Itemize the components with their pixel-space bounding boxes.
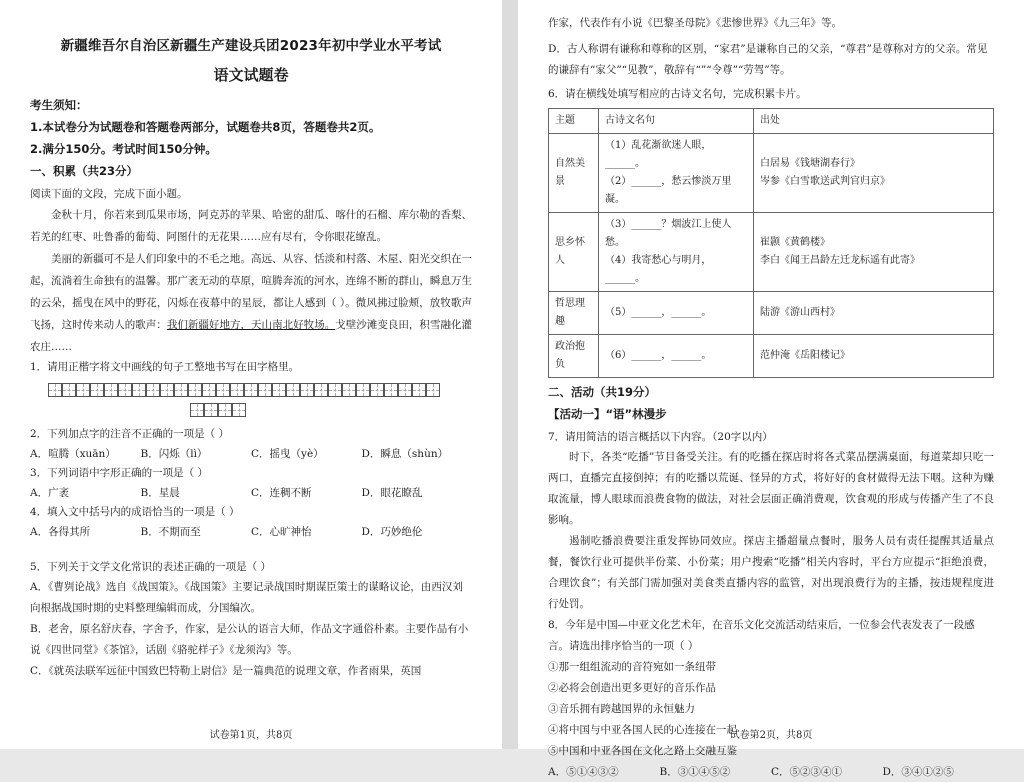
- writing-grid-cell[interactable]: [146, 383, 160, 397]
- table-theme: 思乡怀人: [549, 213, 599, 292]
- writing-grid-cell[interactable]: [272, 383, 286, 397]
- option-b[interactable]: B．星晨: [140, 487, 180, 499]
- writing-grid-cell[interactable]: [244, 383, 258, 397]
- writing-grid-cell[interactable]: [118, 383, 132, 397]
- writing-grid-cell[interactable]: [398, 383, 412, 397]
- activity-1-heading: 【活动一】“语”林漫步: [548, 407, 667, 421]
- question-8: 8．今年是中国—中亚文化艺术年，在音乐文化交流活动结束后，一位参会代表发表了一段感言。请选出排序恰当的一项（ ）: [548, 619, 975, 652]
- q8-item-5: ⑤中国和中亚各国在文化之路上交融互鉴: [548, 745, 737, 757]
- reading-intro: 阅读下面的文段，完成下面小题。: [30, 188, 188, 200]
- q8-item-3: ③音乐拥有跨越国界的永恒魅力: [548, 703, 695, 715]
- writing-grid-cell[interactable]: [218, 403, 232, 417]
- table-row: [549, 134, 994, 213]
- option-a[interactable]: A．广袤: [30, 487, 70, 499]
- option-d[interactable]: D．瞬息（shùn）: [361, 448, 449, 460]
- writing-grid-cell[interactable]: [300, 383, 314, 397]
- q7-paragraph-1: 时下，各类“吃播”节目备受关注。有的吃播在探店时将各式菜品摆满桌面，每道菜却只吃一两口，直播完直接倒掉；有的吃播以荒诞、怪异的方式，将好好的食材做得无法下咽。这种为赚取流量，博人眼球而浪费食物的做法，对社会层面正确消费观，饮食观的形成与传播产生了不良影响。: [548, 451, 994, 526]
- writing-grid-cell[interactable]: [356, 383, 370, 397]
- writing-grid-cell[interactable]: [230, 383, 244, 397]
- passage-paragraph-1: 金秋十月，你若来到瓜果市场，阿克苏的苹果、哈密的甜瓜、喀什的石榴、库尔勒的香梨、若羌的红枣、吐鲁番的葡萄、阿图什的无花果……应有尽有，令你眼花缭乱。: [30, 209, 472, 243]
- question-5-option-c[interactable]: C．《就英法联军远征中国致巴特勒上尉信》是一篇典范的说理文章，作者雨果，英国: [30, 665, 422, 677]
- option-d[interactable]: D．③④①②⑤: [882, 766, 954, 778]
- q8-item-1: ①那一组组流动的音符宛如一条纽带: [548, 661, 716, 673]
- underlined-sentence: 我们新疆好地方，天山南北好牧场。: [166, 319, 336, 331]
- option-b[interactable]: B．③①④⑤②: [659, 766, 731, 778]
- option-a[interactable]: A．⑤①④③②: [548, 766, 619, 778]
- table-lines[interactable]: （6）______，______。: [599, 335, 754, 378]
- table-theme: 自然美景: [549, 134, 599, 213]
- writing-grid-cell[interactable]: [216, 383, 230, 397]
- writing-grid-cell[interactable]: [160, 383, 174, 397]
- writing-grid-cell[interactable]: [286, 383, 300, 397]
- section-heading-1: 一、积累（共23分）: [30, 164, 139, 178]
- q8-item-4: ④将中国与中亚各国人民的心连接在一起: [548, 724, 737, 736]
- question-5: 5．下列关于文学文化常识的表述正确的一项是（ ）: [30, 561, 272, 573]
- question-3-options: [30, 483, 472, 503]
- question-2: 2．下列加点字的注音不正确的一项是（ ）: [30, 428, 230, 440]
- question-5-option-b[interactable]: B．老舍，原名舒庆春，字舍予，作家，是公认的语言大师，作品文字通俗朴素。主要作品有小说《四世同堂》《茶馆》，话剧《骆驼样子》《龙须沟》等。: [30, 623, 469, 656]
- writing-grid-cell[interactable]: [258, 383, 272, 397]
- exam-subtitle: 语文试题卷: [213, 66, 289, 84]
- writing-grid-cell[interactable]: [104, 383, 118, 397]
- writing-grid-cell[interactable]: [342, 383, 356, 397]
- question-5-option-c-cont: 作家，代表作有小说《巴黎圣母院》《悲惨世界》《九三年》等。: [548, 17, 842, 29]
- q8-item-2: ②必将会创造出更多更好的音乐作品: [548, 682, 716, 694]
- q7-paragraph-2: 遏制吃播浪费要注重发挥协同效应。探店主播超量点餐时，服务人员有责任提醒其适量点餐，餐饮行业可提供半份菜、小份菜；用户搜索“吃播”相关内容时，平台方应提示“拒绝浪费，合理饮食”；有关部门需加强对美食类直播内容的监管，对出现浪费行为的主播，按违规程度进行处罚。: [548, 535, 994, 610]
- writing-grid-cell[interactable]: [204, 403, 218, 417]
- question-6: 6．请在横线处填写相应的古诗文名句，完成积累卡片。: [548, 88, 807, 100]
- table-header: 主题: [549, 109, 599, 134]
- poetry-table: [548, 108, 994, 378]
- option-d[interactable]: D．巧妙绝伦: [361, 526, 423, 538]
- table-header: 出处: [754, 109, 994, 134]
- writing-grid-cell[interactable]: [62, 383, 76, 397]
- table-row: [549, 213, 994, 292]
- exam-page-2: [518, 0, 1024, 778]
- writing-grid-cell[interactable]: [370, 383, 384, 397]
- question-8-options: [548, 762, 994, 782]
- table-theme: 哲思理趣: [549, 292, 599, 335]
- table-lines[interactable]: （5）______，______。: [599, 292, 754, 335]
- writing-grid-cell[interactable]: [426, 383, 440, 397]
- question-3: 3．下列词语中字形正确的一项是（ ）: [30, 467, 209, 479]
- table-row: [549, 335, 994, 378]
- page-footer: 试卷第1页，共8页: [209, 730, 293, 741]
- exam-title: 新疆维吾尔自治区新疆生产建设兵团2023年初中学业水平考试: [60, 38, 442, 54]
- option-a[interactable]: A．喧腾（xuān）: [30, 448, 116, 460]
- writing-grid-cell[interactable]: [328, 383, 342, 397]
- writing-grid-cell[interactable]: [202, 383, 216, 397]
- table-sources: 陆游《游山西村》: [754, 292, 994, 335]
- notice-heading: 考生须知：: [30, 98, 88, 112]
- option-b[interactable]: B．不期而至: [140, 526, 201, 538]
- table-header-row: [549, 109, 994, 134]
- table-sources: 白居易《钱塘湖春行》 岑参《白雪歌送武判官归京》: [754, 134, 994, 213]
- option-d[interactable]: D．眼花瞭乱: [361, 487, 423, 499]
- passage-paragraph-2: 美丽的新疆可不是人们印象中的不毛之地。高远、从容、恬淡和村落、木屋、阳光交织在一起，流淌着生命独有的温馨。那广袤无动的草原，喧腾奔流的河水，连绵不断的群山，瞬息万生的云朵，摇曳在风中的野花，闪烁在夜幕中的星辰，都让人感到（ ）。微风拂过脸颊，放牧歌声飞扬，这时传来动人的歌声：我们新疆好地方，天山南北好牧场。戈壁沙滩变良田，积雪融化灌农庄……: [30, 253, 473, 353]
- question-1: 1．请用正楷字将文中画线的句子工整地书写在田字格里。: [30, 361, 300, 373]
- writing-grid-row-2[interactable]: [190, 403, 472, 417]
- writing-grid-cell[interactable]: [90, 383, 104, 397]
- table-lines: （1）乱花渐欲迷人眼，______。 （2）______，愁云惨淡万里凝。: [599, 134, 754, 213]
- section-heading-2: 二、活动（共19分）: [548, 385, 657, 399]
- option-c[interactable]: C．摇曳（yè）: [251, 448, 324, 460]
- question-5-option-a[interactable]: A．《曹刿论战》选自《战国策》。《战国策》主要记录战国时期谋臣策士的谋略议论，由西汉刘向根据战国时期的史料整理编辑而成，分国编次。: [30, 581, 463, 614]
- writing-grid-cell[interactable]: [48, 383, 62, 397]
- question-7: 7．请用简洁的语言概括以下内容。（20字以内）: [548, 431, 773, 443]
- question-5-option-d[interactable]: D．古人称谓有谦称和尊称的区别，“家君”是谦称自己的父亲，“尊君”是尊称对方的父亲。常见的谦辞有“家父”“见教”，敬辞有“”“令尊”“劳驾”等。: [548, 43, 988, 76]
- question-4: 4．填入文中括号内的成语恰当的一项是（ ）: [30, 506, 240, 518]
- page-gutter: [502, 0, 518, 749]
- notice-1: 1.本试卷分为试题卷和答题卷两部分，试题卷共8页，答题卷共2页。: [30, 120, 381, 134]
- table-row: [549, 292, 994, 335]
- option-a[interactable]: A．各得其所: [30, 526, 91, 538]
- writing-grid-cell[interactable]: [132, 383, 146, 397]
- writing-grid-cell[interactable]: [174, 383, 188, 397]
- writing-grid-cell[interactable]: [412, 383, 426, 397]
- writing-grid-cell[interactable]: [190, 403, 204, 417]
- option-c[interactable]: C．连稠不断: [251, 487, 312, 499]
- writing-grid-cell[interactable]: [314, 383, 328, 397]
- notice-2: 2.满分150分。考试时间150分钟。: [30, 142, 217, 156]
- writing-grid-row-1[interactable]: [48, 383, 472, 397]
- option-c[interactable]: C．心旷神怡: [251, 526, 312, 538]
- writing-grid-cell[interactable]: [232, 403, 246, 417]
- exam-page-1: [0, 0, 502, 749]
- writing-grid-cell[interactable]: [188, 383, 202, 397]
- table-sources: 崔颢《黄鹤楼》 李白《闻王昌龄左迁龙标遥有此寄》: [754, 213, 994, 292]
- table-theme: 政治抱负: [549, 335, 599, 378]
- table-lines: （3）______？烟波江上使人愁。 （4）我寄愁心与明月，______。: [599, 213, 754, 292]
- question-2-options: [30, 444, 472, 464]
- table-sources: 范仲淹《岳阳楼记》: [754, 335, 994, 378]
- writing-grid-cell[interactable]: [76, 383, 90, 397]
- option-c[interactable]: C．⑤②③④①: [771, 766, 843, 778]
- question-4-options: [30, 522, 472, 542]
- page-footer: 试卷第2页，共8页: [729, 730, 813, 741]
- option-b[interactable]: B．闪烁（lì）: [140, 448, 208, 460]
- table-header: 古诗文名句: [599, 109, 754, 134]
- writing-grid-cell[interactable]: [384, 383, 398, 397]
